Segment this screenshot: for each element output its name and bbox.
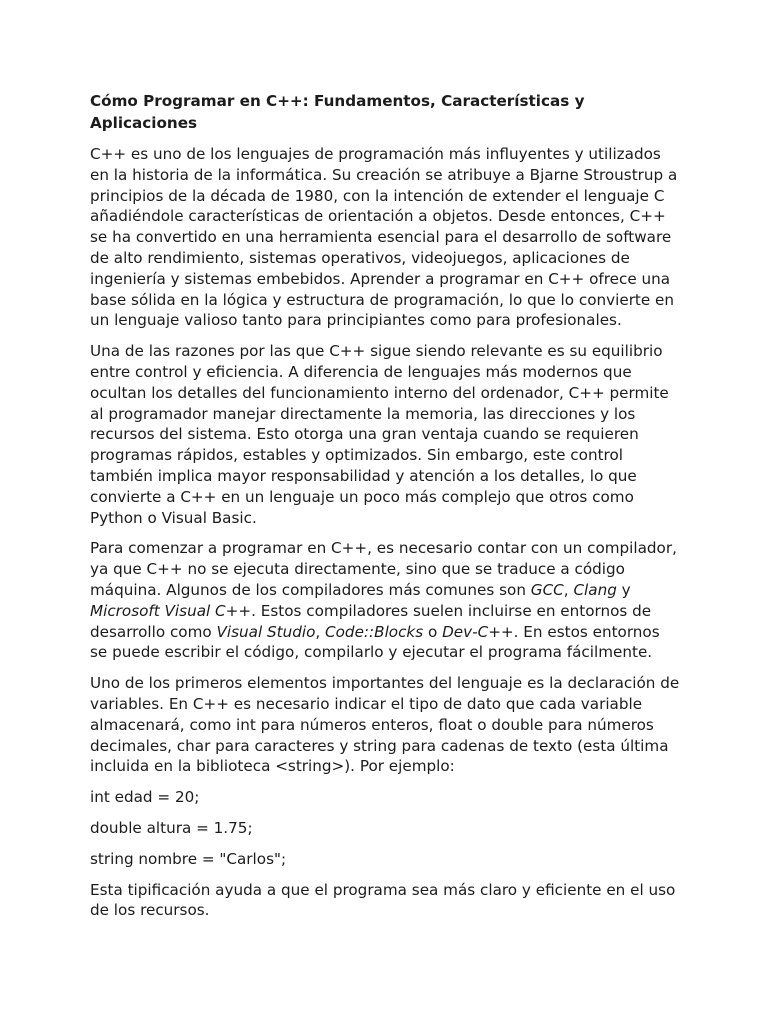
- ide-code-blocks: Code::Blocks: [325, 622, 424, 641]
- document-page: [90, 90, 680, 931]
- compilers-outro-text: . En estos entornos se puede escribir el código, compilarlo y ejecutar el programa fácilmente.: [90, 622, 660, 662]
- paragraph-compilers: [90, 538, 680, 663]
- code-line-double: double altura = 1.75;: [90, 818, 253, 837]
- paragraph-variables: Uno de los primeros elementos importantes del lenguaje es la declaración de variables. En C++ es necesario indicar el tipo de dato que cada variable almacenará, como int para números enteros, float o double para números decimales, char para caracteres y string para cadenas de texto (esta última incluida en la biblioteca <string>). Por ejemplo:: [90, 674, 680, 776]
- code-line-int: int edad = 20;: [90, 788, 200, 807]
- paragraph-typing: Esta tipificación ayuda a que el programa sea más claro y eficiente en el uso de los recursos.: [90, 880, 676, 920]
- compilers-intro-text: Para comenzar a programar en C++, es necesario contar con un compilador, ya que C++ no se ejecuta directamente, sino que se traduce a código máquina. Algunos de los compiladores más comunes son: [90, 539, 677, 599]
- code-line-string: string nombre = "Carlos";: [90, 849, 287, 868]
- ide-visual-studio: Visual Studio: [216, 622, 316, 641]
- paragraph-intro: C++ es uno de los lenguajes de programación más influyentes y utilizados en la historia de la informática. Su creación se atribuye a Bjarne Stroustrup a principios de la década de 1980, con la intención de extender el lenguaje C añadiéndole características de orientación a objetos. Desde entonces, C++ se ha convertido en una herramienta esencial para el desarrollo de software de alto rendimiento, sistemas operativos, videojuegos, aplicaciones de ingeniería y sistemas embebidos. Aprender a programar en C++ ofrece una base sólida en la lógica y estructura de programación, lo que lo convierte en un lenguaje valioso tanto para principiantes como para profesionales.: [90, 145, 678, 330]
- compiler-msvc: Microsoft Visual C++: [90, 601, 252, 620]
- document-title: Cómo Programar en C++: Fundamentos, Características y Aplicaciones: [90, 92, 585, 132]
- paragraph-control-efficiency: Una de las razones por las que C++ sigue siendo relevante es su equilibrio entre control y eficiencia. A diferencia de lenguajes más modernos que ocultan los detalles del funcionamiento interno del ordenador, C++ permite al programador manejar directamente la memoria, las direcciones y los recursos del sistema. Esto otorga una gran ventaja cuando se requieren programas rápidos, estables y optimizados. Sin embargo, este control también implica mayor responsabilidad y atención a los detalles, lo que convierte a C++ en un lenguaje un poco más complejo que otros como Python o Visual Basic.: [90, 342, 669, 527]
- compilers-mid-text: . Estos compiladores suelen incluirse en entornos de desarrollo como: [90, 601, 652, 641]
- separator-text: ,: [563, 580, 574, 599]
- ide-dev-cpp: Dev-C++: [442, 622, 514, 641]
- separator-text: y: [616, 580, 631, 599]
- compiler-clang: Clang: [573, 580, 617, 599]
- separator-text: o: [423, 622, 443, 641]
- separator-text: ,: [315, 622, 326, 641]
- compiler-gcc: GCC: [530, 580, 564, 599]
